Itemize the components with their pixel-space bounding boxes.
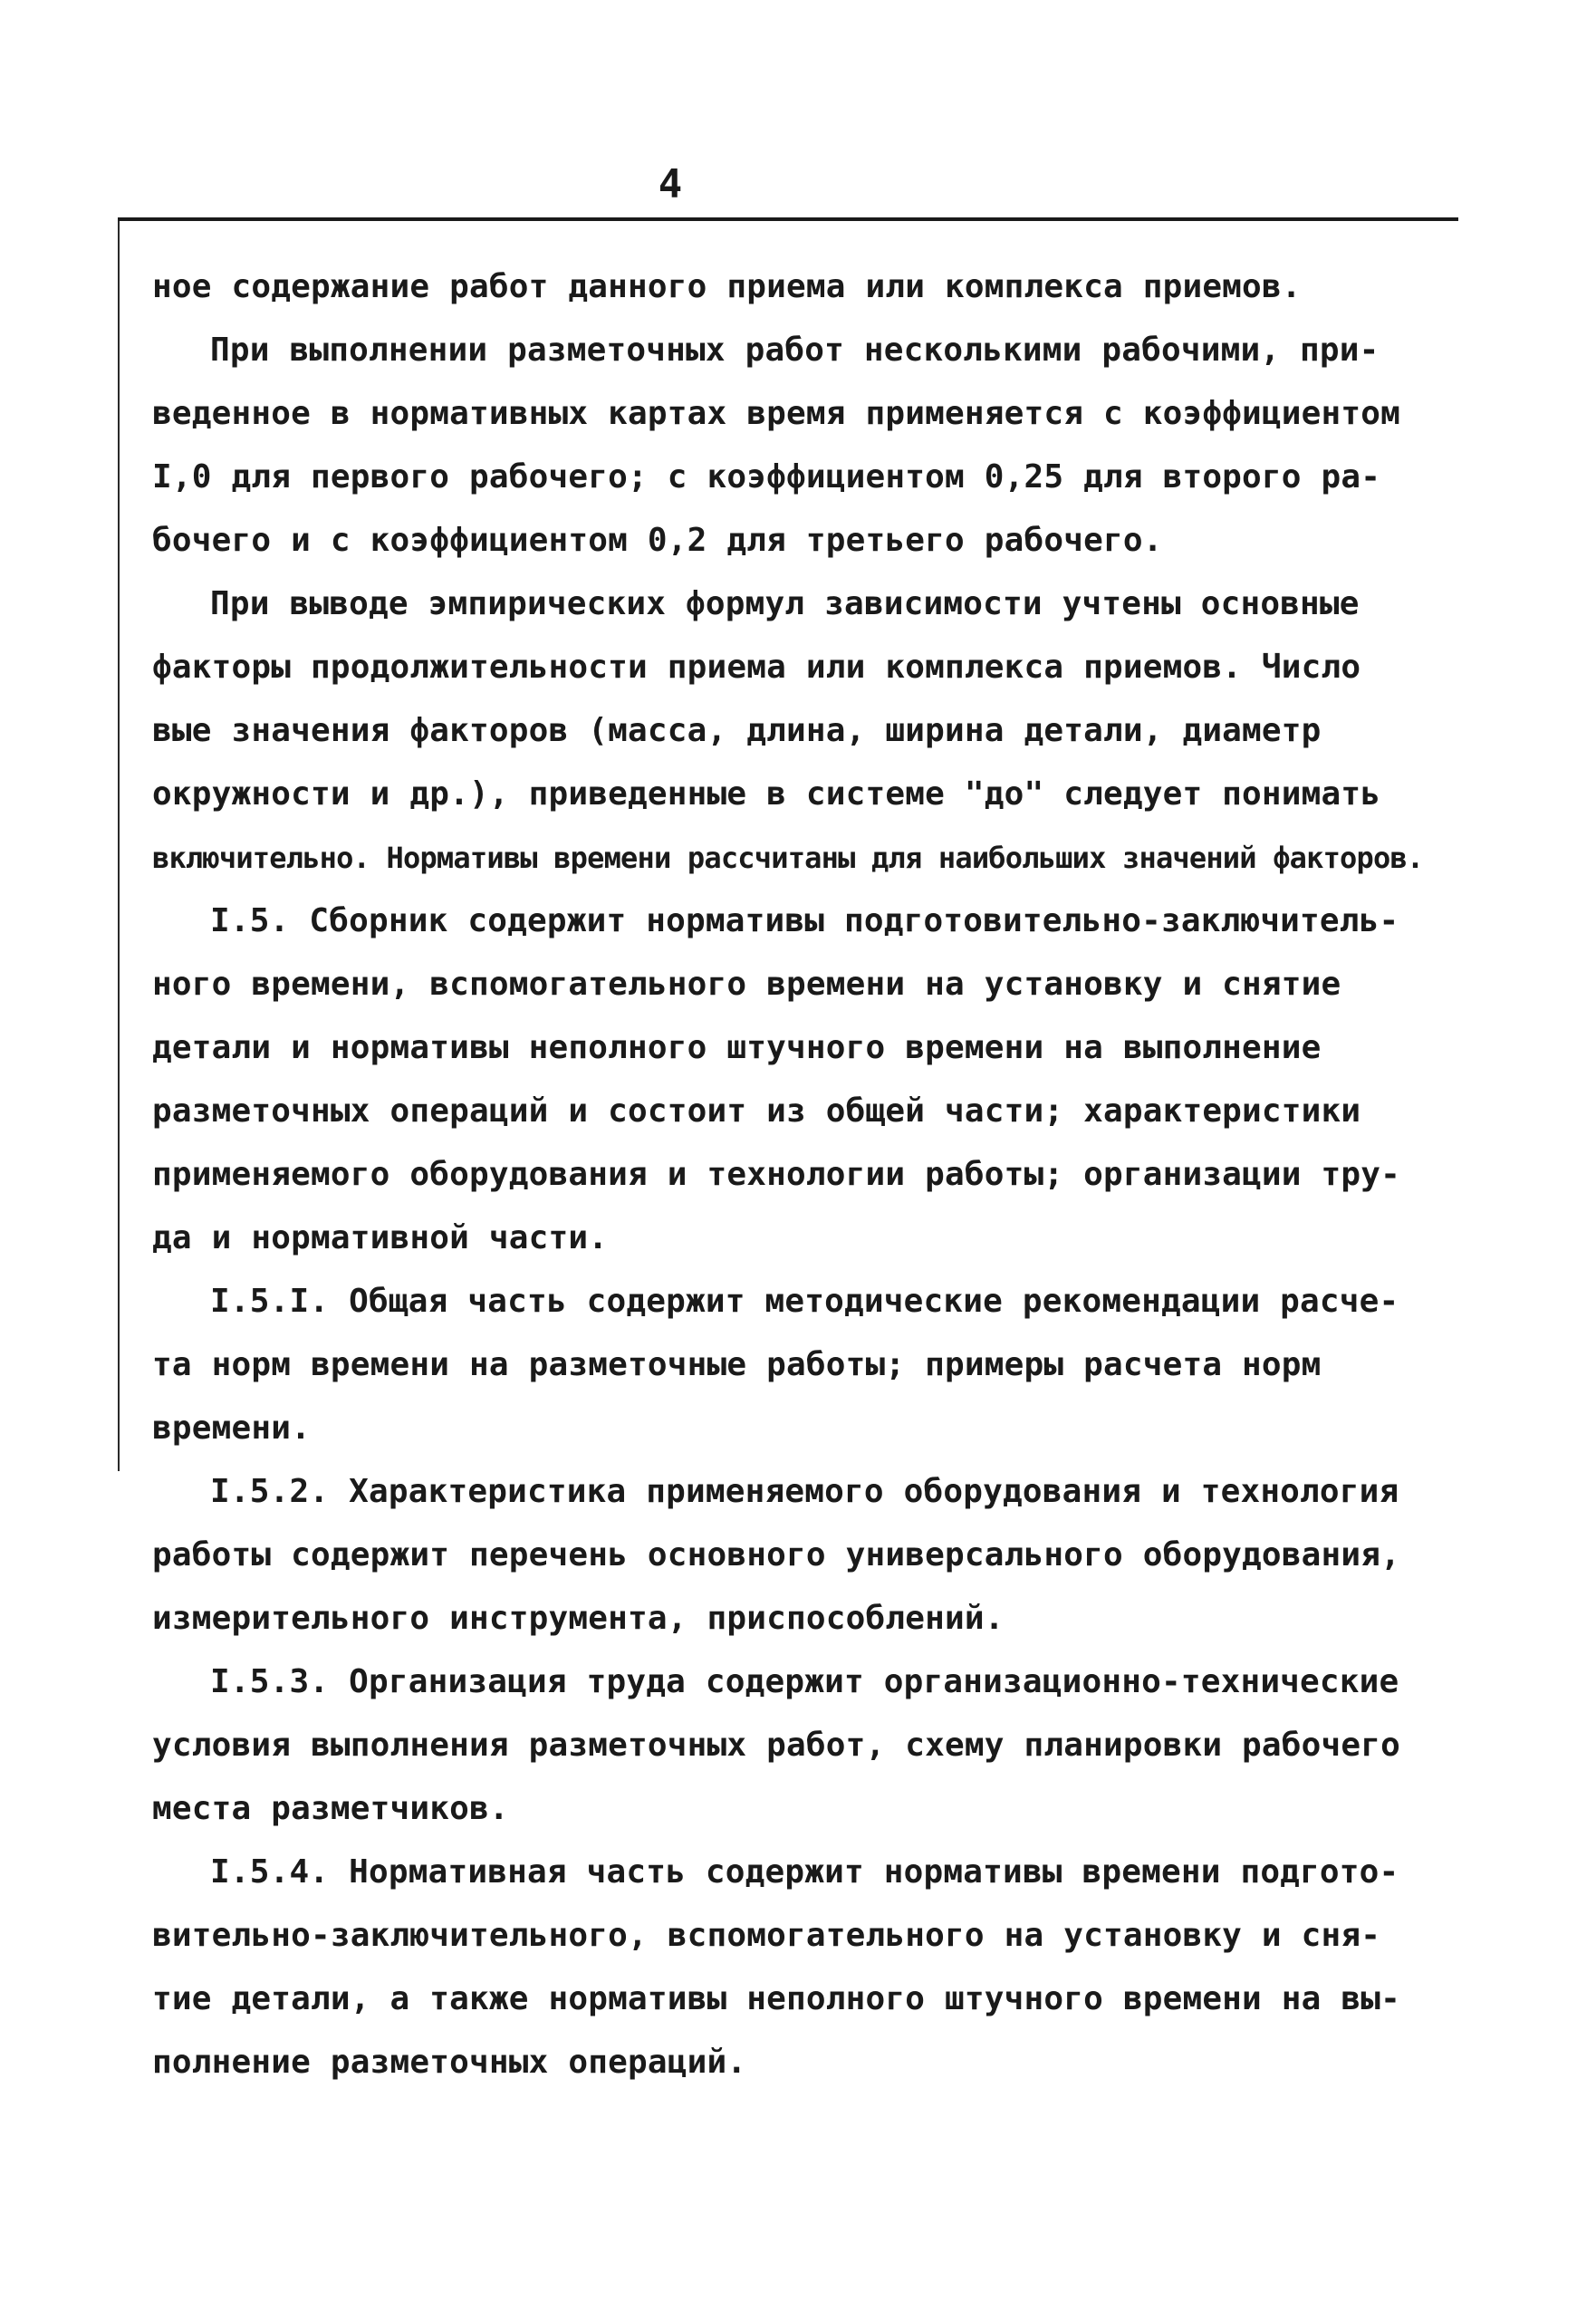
text-line: разметочных операций и состоит из общей части; характеристики [152, 1092, 1361, 1130]
page-number: 4 [658, 161, 683, 207]
text-line: та норм времени на разметочные работы; примеры расчета норм [152, 1346, 1322, 1383]
text-line: включительно. Нормативы времени рассчитаны для наибольших значений факторов. [152, 841, 1424, 875]
text-line: I,0 для первого рабочего; с коэффициентом 0,25 для второго ра- [152, 458, 1381, 496]
document-body [152, 255, 1457, 2094]
text-line: окружности и др.), приведенные в системе "до" следует понимать [152, 775, 1381, 813]
text-line: При выводе эмпирических формул зависимости учтены основные [210, 585, 1360, 622]
text-line: да и нормативной части. [152, 1219, 609, 1256]
text-line: условия выполнения разметочных работ, схему планировки рабочего [152, 1727, 1401, 1764]
text-line: факторы продолжительности приема или комплекса приемов. Число [152, 649, 1361, 686]
text-line: детали и нормативы неполного штучного времени на выполнение [152, 1029, 1322, 1066]
text-line: тие детали, а также нормативы неполного штучного времени на вы- [152, 1980, 1401, 2017]
text-line: времени. [152, 1410, 311, 1447]
margin-line [118, 221, 120, 1471]
text-line: ное содержание работ данного приема или комплекса приемов. [152, 268, 1302, 305]
text-line: I.5. Сборник содержит нормативы подготовительно-заключитель- [210, 902, 1399, 939]
text-line: места разметчиков. [152, 1790, 509, 1827]
text-line: ного времени, вспомогательного времени на установку и снятие [152, 966, 1341, 1003]
text-line: I.5.2. Характеристика применяемого оборудования и технология [210, 1473, 1399, 1510]
text-line: веденное в нормативных картах время применяется с коэффициентом [152, 395, 1401, 432]
text-line: I.5.3. Организация труда содержит организационно-технические [210, 1663, 1399, 1700]
text-line: I.5.I. Общая часть содержит методические рекомендации расче- [210, 1283, 1399, 1320]
text-line: применяемого оборудования и технологии работы; организации тру- [152, 1156, 1401, 1193]
text-line: полнение разметочных операций. [152, 2044, 747, 2081]
header-rule [118, 217, 1458, 221]
text-line: При выполнении разметочных работ несколькими рабочими, при- [210, 332, 1380, 369]
text-line: вительно-заключительного, вспомогательного на установку и сня- [152, 1917, 1381, 1954]
text-line: работы содержит перечень основного универсального оборудования, [152, 1536, 1401, 1573]
text-line: бочего и с коэффициентом 0,2 для третьего рабочего. [152, 522, 1163, 559]
text-line: измерительного инструмента, приспособлений. [152, 1600, 1005, 1637]
text-line: вые значения факторов (масса, длина, ширина детали, диаметр [152, 712, 1322, 749]
text-line: I.5.4. Нормативная часть содержит нормативы времени подгото- [210, 1853, 1399, 1891]
